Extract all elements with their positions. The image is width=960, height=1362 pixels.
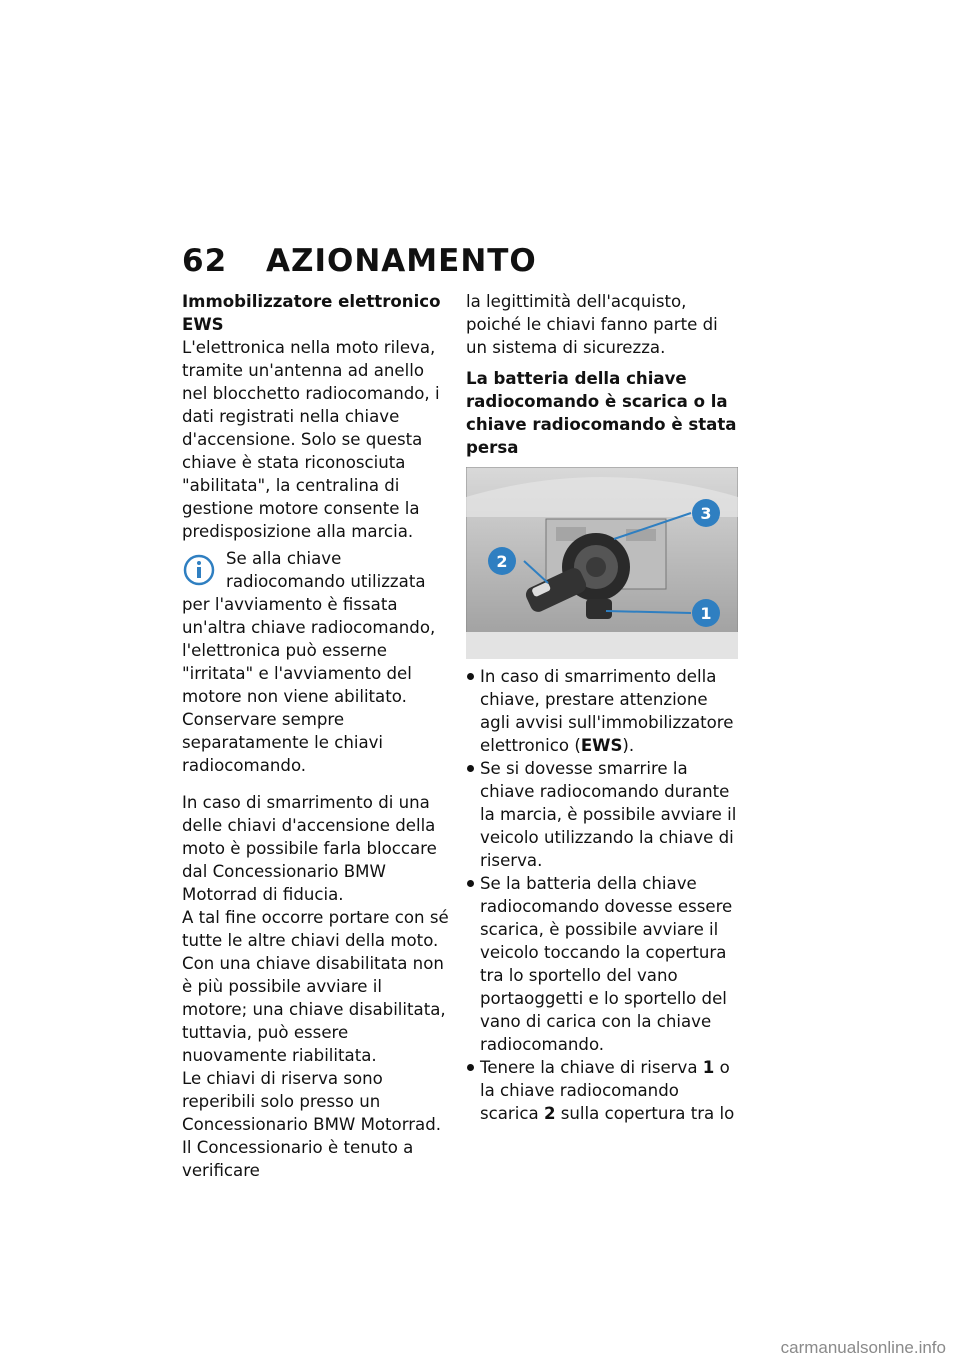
page-number: 62: [182, 243, 228, 279]
loss-paragraph: In caso di smarrimento di una delle chiavi d'accensione della moto è possibile farla bloccare dal Concessionario BMW Motorrad di fiducia.: [182, 793, 437, 904]
note-text: per l'avviamento è fissata un'altra chiave radiocomando, l'elettronica può esserne "irritata" e l'avviamento del motore non viene abilitato.: [182, 595, 436, 706]
section-title-battery: La batteria della chiave radiocomando è scarica o la chiave radiocomando è stata persa: [466, 369, 737, 457]
list-item: Tenere la chiave di riserva 1 o la chiave radiocomando scarica 2 sulla copertura tra lo: [466, 1056, 740, 1125]
note-block: [182, 547, 452, 777]
page-title: AZIONAMENTO: [266, 243, 537, 279]
bring-keys-paragraph: A tal fine occorre portare con sé tutte le altre chiavi della moto. Con una chiave disabilitata non è più possibile avviare il motore; una chiave disabilitata, tuttavia, può essere nuovamente riabilitata.: [182, 908, 449, 1065]
right-column: [466, 290, 740, 1125]
info-icon: [182, 547, 226, 593]
key-placement-illustration: [466, 467, 738, 659]
watermark: carmanualsonline.info: [780, 1338, 946, 1357]
spare-keys-paragraph: Le chiavi di riserva sono reperibili solo presso un Concessionario BMW Motorrad. Il Concessionario è tenuto a verificare: [182, 1069, 442, 1180]
note-first-line: Se alla chiave radiocomando utilizzata: [226, 549, 426, 591]
continuation-paragraph: la legittimità dell'acquisto, poiché le chiavi fanno parte di un sistema di sicurezza.: [466, 292, 718, 357]
callout-2: 2: [496, 552, 508, 571]
list-item: In caso di smarrimento della chiave, prestare attenzione agli avvisi sull'immobilizzatore elettronico (EWS).: [466, 665, 740, 757]
list-item: Se si dovesse smarrire la chiave radiocomando durante la marcia, è possibile avviare il veicolo utilizzando la chiave di riserva.: [466, 757, 740, 872]
section-title-ews: Immobilizzatore elettronico EWS: [182, 292, 441, 334]
callout-3: 3: [700, 504, 712, 523]
callout-1: 1: [700, 604, 712, 623]
instruction-list: [466, 665, 740, 1125]
intro-paragraph: L'elettronica nella moto rileva, tramite un'antenna ad anello nel blocchetto radiocomando, i dati registrati nella chiave d'accensione. Solo se questa chiave è stata riconosciuta "abilitata", la centralina di gestione motore consente la predisposizione alla marcia.: [182, 338, 440, 541]
note-tail: Conservare sempre separatamente le chiavi radiocomando.: [182, 710, 384, 775]
list-item: Se la batteria della chiave radiocomando dovesse essere scarica, è possibile avviare il veicolo toccando la copertura tra lo sportello del vano portaoggetti e lo sportello del vano di carica con la chiave radiocomando.: [466, 872, 740, 1056]
page-header: [182, 243, 537, 279]
left-column: [182, 290, 452, 1182]
